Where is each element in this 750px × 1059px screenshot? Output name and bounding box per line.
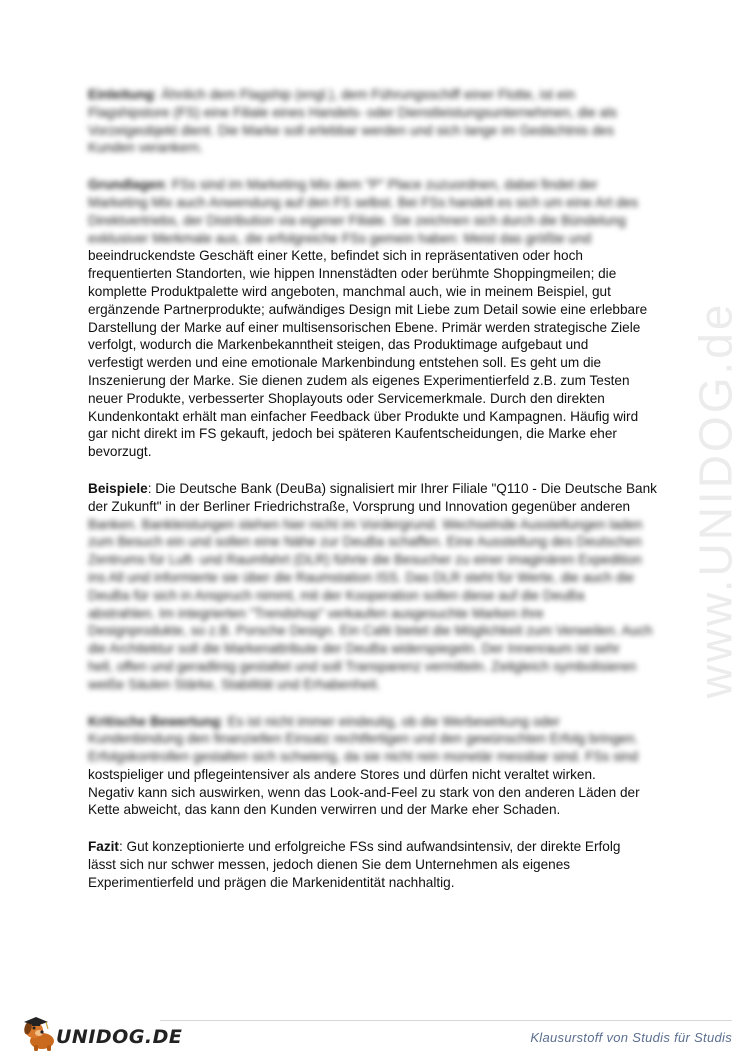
- kritik-blurred-line-0: : Es ist nicht immer eindeutig, ob die Werbewirkung oder: [220, 713, 560, 729]
- kritik-heading: Kritische Bewertung: [88, 713, 221, 729]
- einleitung-line-1: Flagshipstore (FS) eine Filiale eines Handels- oder Dienstleistungsunternehmen, die als: [88, 104, 617, 120]
- beispiele-blurred-line-2: Zentrums für Luft- und Raumfahrt (DLR) führte die Besucher zu einer imaginären Expedition: [88, 552, 642, 568]
- beispiele-blurred-line-8: hell, offen und geradlinig gestaltet und soll Transparenz vermitteln. Zeitgleich symbolisieren: [88, 658, 637, 674]
- beispiele-blurred-line-6: Designprodukte, so z.B. Porsche Design. Ein Café bietet die Möglichkeit zum Verweilen. Auch: [88, 623, 653, 639]
- logo-text: UNIDOG.DE: [56, 1026, 183, 1048]
- beispiele-blurred-line-5: abstrahlen. Im integrierten "Trendshop" verkaufen ausgesuchte Marken ihre: [88, 605, 544, 621]
- beispiele-blurred-line-3: ins All und informierte sie über die Raumstation ISS. Das DLR steht für Werte, die auch die: [88, 569, 635, 585]
- beispiele-blurred-line-9: weiße Säulen Stärke, Stabilität und Erhabenheit.: [88, 676, 381, 692]
- grundlagen-line-4: Darstellung der Marke auf einer multisensorischen Ebene. Primär werden strategische Ziele: [88, 319, 641, 335]
- einleitung-line-2: Vorzeigeobjekt dient. Die Marke soll erlebbar werden und sich lange im Gedächtnis des: [88, 122, 614, 138]
- footer-slogan: Klausurstoff von Studis für Studis: [530, 1030, 732, 1045]
- beispiele-paragraph: [88, 480, 657, 694]
- fazit-line-1: lässt sich nur schwer messen, jedoch dienen Sie dem Unternehmen als eigenes: [88, 857, 571, 873]
- einleitung-line-3: Kunden verankern.: [88, 140, 203, 156]
- kritik-blurred-line-1: Kundenbindung den finanziellen Einsatz rechtfertigen und den gewünschten Erfolg bringen.: [88, 731, 639, 747]
- dog-icon: [20, 1014, 60, 1052]
- watermark-text: www.UNIDOG.de: [689, 301, 742, 699]
- grundlagen-blurred-line-3: exklusiver Merkmale aus, die erfolgreiche FSs gemein haben: Meist das größte und: [88, 230, 592, 246]
- document-body: [88, 86, 657, 911]
- grundlagen-line-9: Kundenkontakt erhält man einfacher Feedback über Produkte und Kampagnen. Häufig wird: [88, 408, 639, 424]
- footer-divider: [160, 1020, 732, 1021]
- kritik-blurred-line-2: Erfolgskontrollen gestalten sich schwierig, da sie nicht rein monetär messbar sind. FSs sind: [88, 749, 639, 765]
- grundlagen-line-7: Inszenierung der Marke. Sie dienen zudem als eigenes Experimentierfeld z.B. zum Testen: [88, 372, 630, 388]
- kritik-line-2: Kette abweicht, das kann den Kunden verwirren und der Marke eher Schaden.: [88, 802, 561, 818]
- footer-logo[interactable]: [20, 1012, 182, 1052]
- watermark: [690, 270, 740, 730]
- kritik-line-0: kostspieliger und pflegeintensiver als andere Stores und dürfen nicht veraltet wirken.: [88, 766, 596, 782]
- fazit-heading: Fazit: [88, 839, 119, 855]
- kritik-paragraph: [88, 713, 653, 820]
- fazit-paragraph: [88, 838, 653, 891]
- fazit-line-0: : Gut konzeptionierte und erfolgreiche FSs sind aufwandsintensiv, der direkte Erfolg: [118, 839, 621, 855]
- grundlagen-line-10: gar nicht direkt im FS gekauft, jedoch bei späteren Kaufentscheidungen, die Marke eher: [88, 426, 617, 442]
- fazit-line-2: Experimentierfeld und prägen die Markenidentität nachhaltig.: [88, 874, 455, 890]
- grundlagen-line-0: beeindruckendste Geschäft einer Kette, befindet sich in repräsentativen oder hoch: [88, 248, 583, 264]
- grundlagen-paragraph: [88, 176, 653, 461]
- einleitung-paragraph: [88, 86, 653, 157]
- grundlagen-blurred-line-1: Marketing Mix auch Anwendung auf den FS selbst. Bei FSs handelt es sich um eine Art des: [88, 194, 639, 210]
- grundlagen-line-3: ergänzende Partnerprodukte; aufwändiges Design mit Liebe zum Detail sowie eine erlebbare: [88, 301, 648, 317]
- grundlagen-line-8: neuer Produkte, verbesserter Shoplayouts oder Servicemerkmale. Durch den direkten: [88, 390, 605, 406]
- grundlagen-line-2: komplette Produktpalette wird angeboten, manchmal auch, wie in meinem Beispiel, gut: [88, 283, 611, 299]
- grundlagen-line-1: frequentierten Standorten, wie hippen Innenstädten oder berühmte Shoppingmeilen; die: [88, 266, 617, 282]
- grundlagen-line-11: bevorzugt.: [88, 444, 152, 460]
- grundlagen-line-6: verfestigt werden und eine emotionale Markenbindung entstehen soll. Es geht um die: [88, 355, 602, 371]
- beispiele-heading: Beispiele: [88, 480, 148, 496]
- beispiele-blurred-line-1: zum Besuch ein und sollen eine Nähe zur DeuBa schaffen. Eine Ausstellung des Deutschen: [88, 534, 642, 550]
- beispiele-blurred-line-4: DeuBa für sich in Anspruch nimmt, mit der Kooperation sollen diese auf die DeuBa: [88, 587, 585, 603]
- einleitung-heading: Einleitung: [88, 87, 154, 102]
- grundlagen-heading: Grundlagen: [88, 177, 165, 193]
- beispiele-line-0: : Die Deutsche Bank (DeuBa) signalisiert mir Ihrer Filiale "Q110 - Die Deutsche Bank: [147, 480, 657, 496]
- kritik-line-1: Negativ kann sich auswirken, wenn das Look-and-Feel zu stark von den anderen Läden der: [88, 784, 640, 800]
- beispiele-line-1: der Zukunft" in der Berliner Friedrichstraße, Vorsprung und Innovation gegenüber anderen: [88, 498, 631, 514]
- grundlagen-line-5: verfolgt, wodurch die Markenbekanntheit steigen, das Produktimage aufgebaut und: [88, 337, 589, 353]
- beispiele-blurred-line-7: die Architektur soll die Markenattribute der DeuBa widerspiegeln. Der Innenraum ist sehr: [88, 641, 620, 657]
- grundlagen-blurred-line-0: : FSs sind im Marketing Mix dem "P" Place zuzuordnen, dabei findet der: [164, 177, 598, 193]
- beispiele-blurred-line-0: Banken. Bankleistungen stehen hier nicht im Vordergrund. Wechselnde Ausstellungen laden: [88, 516, 643, 532]
- grundlagen-blurred-line-2: Direktvertriebs, der Distribution via eigener Filiale. Sie zeichnen sich durch die Bündelung: [88, 212, 626, 228]
- einleitung-line-0: : Ähnlich dem Flagship (engl.), dem Führungsschiff einer Flotte, ist ein: [153, 87, 576, 102]
